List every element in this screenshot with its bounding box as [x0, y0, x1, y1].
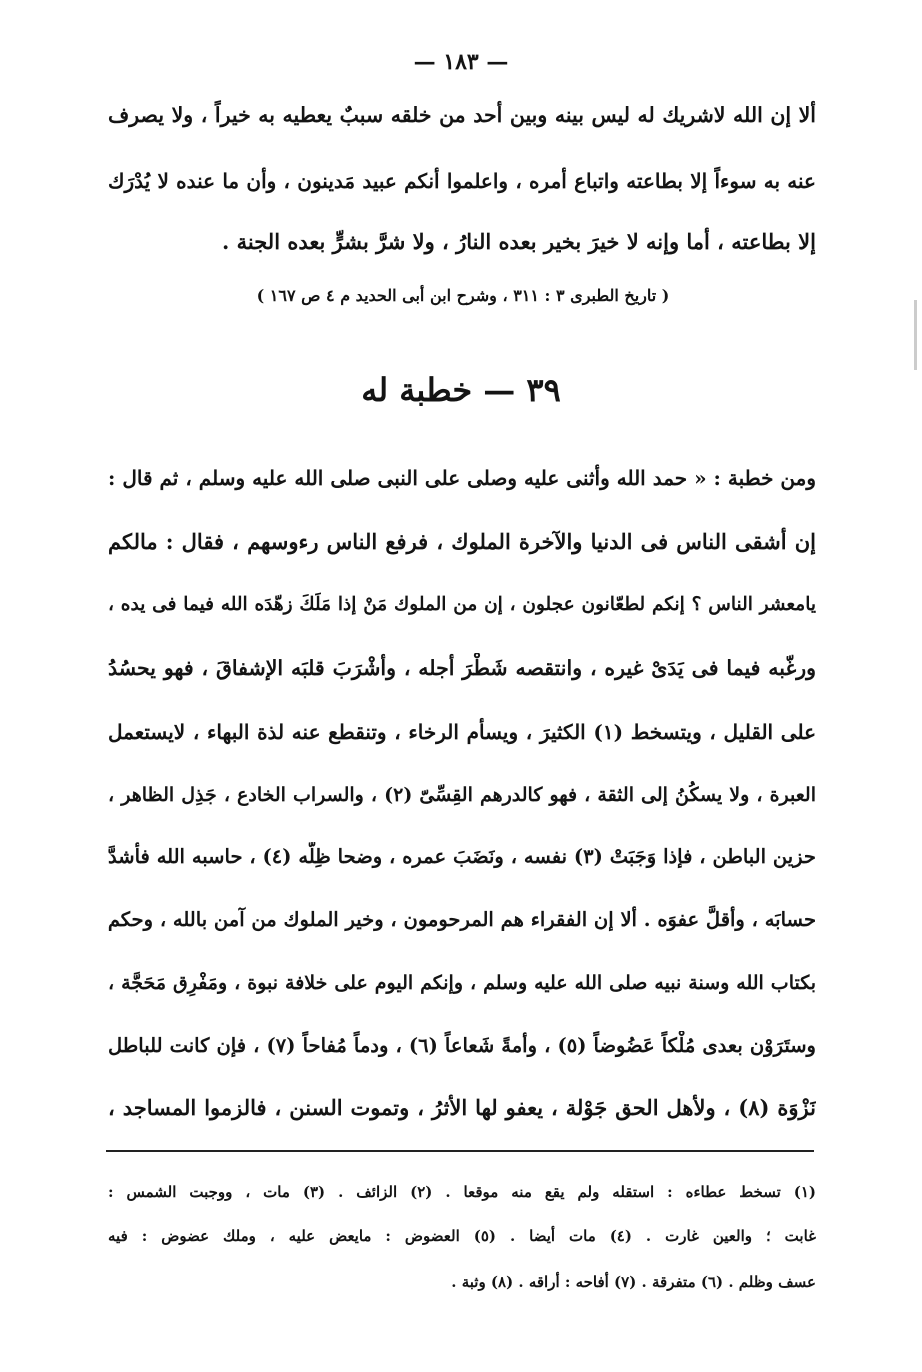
footnote-line: غابت ؛ والعين غارت . (٤) مات أيضا . (٥) العضوض : مايعض عليه ، وملك عضوض : فيه	[108, 1227, 816, 1245]
text-line: يامعشر الناس ؟ إنكم لطعّانون عجلون ، إن من الملوك مَنْ إذا مَلَكَ زهّدَه الله فيما فى يده ،	[108, 594, 816, 615]
footnote-line: (١) تسخط عطاءه : استقله ولم يقع منه موقعا . (٢) الزائف . (٣) مات ، ووجبت الشمس :	[108, 1183, 816, 1201]
text-line: نَزْوَة (٨) ، ولأهل الحق جَوْلة ، يعفو لها الأثرُ ، وتموت السنن ، فالزموا المساجد ،	[108, 1095, 816, 1120]
scan-edge-mark	[914, 300, 917, 370]
text-line: عنه به سوءاً إلا بطاعته واتباع أمره ، واعلموا أنكم عبيد مَدينون ، وأن ما عنده لا يُدْرَك	[108, 169, 816, 193]
text-line: إلا بطاعته ، أما وإنه لا خيرَ بخير بعده النارُ ، ولا شرَّ بشرٍّ بعده الجنة .	[222, 229, 816, 254]
text-line: على القليل ، ويتسخط (١) الكثيرَ ، ويسأم الرخاء ، وتنقطع عنه لذة البهاء ، لايستعمل	[108, 720, 816, 744]
text-line: حزين الباطن ، فإذا وَجَبَتْ (٣) نفسه ، ونَضَبَ عمره ، وضحا ظِلُّه (٤) ، حاسبه الله فأشدَّ	[108, 845, 816, 868]
text-line: العبرة ، ولا يسكُنُ إلى الثقة ، فهو كالدرهم القِسِّىّ (٢) ، والسراب الخادع ، جَذِل الظاهر ،	[108, 784, 816, 806]
text-line: وستَرَوْن بعدى مُلْكاً عَضُوضاً (٥) ، وأمةً شَعاعاً (٦) ، ودماً مُفاحاً (٧) ، فإن كانت للباطل	[108, 1034, 816, 1057]
page-number: — ١٨٣ —	[413, 49, 509, 75]
text-line: بكتاب الله وسنة نبيه صلى الله عليه وسلم ، وإنكم اليوم على خلافة نبوة ، ومَفْرِق مَحَجَّة ،	[108, 972, 816, 994]
text-line: إن أشقى الناس فى الدنيا والآخرة الملوك ، فرفع الناس رءوسهم ، فقال : مالكم	[108, 529, 816, 554]
text-line: ألا إن الله لاشريك له ليس بينه وبين أحد من خلقه سببٌ يعطيه به خيراً ، ولا يصرف	[108, 103, 816, 127]
text-line: حسابَه ، وأقلَّ عفوَه . ألا إن الفقراء هم المرحومون ، وخير الملوك من آمن بالله ، وحكم	[108, 908, 816, 931]
footnote-line: عسف وظلم . (٦) متفرقة . (٧) أفاحه : أراقه . (٨) وثبة .	[451, 1273, 816, 1291]
text-line: ومن خطبة : « حمد الله وأثنى عليه وصلى على النبى صلى الله عليه وسلم ، ثم قال :	[108, 466, 816, 490]
text-line: ورغّبه فيما فى يَدَىْ غيره ، وانتقصه شَطْرَ أجله ، وأشْرَبَ قلبَه الإشفاقَ ، فهو يحسُدُ	[108, 656, 816, 680]
footnote-divider	[106, 1150, 814, 1152]
sermon-heading: ٣٩ — خطبة له	[361, 371, 561, 409]
source-citation: ( تاريخ الطبرى ٣ : ٣١١ ، وشرح ابن أبى الحديد م ٤ ص ١٦٧ )	[256, 286, 670, 305]
